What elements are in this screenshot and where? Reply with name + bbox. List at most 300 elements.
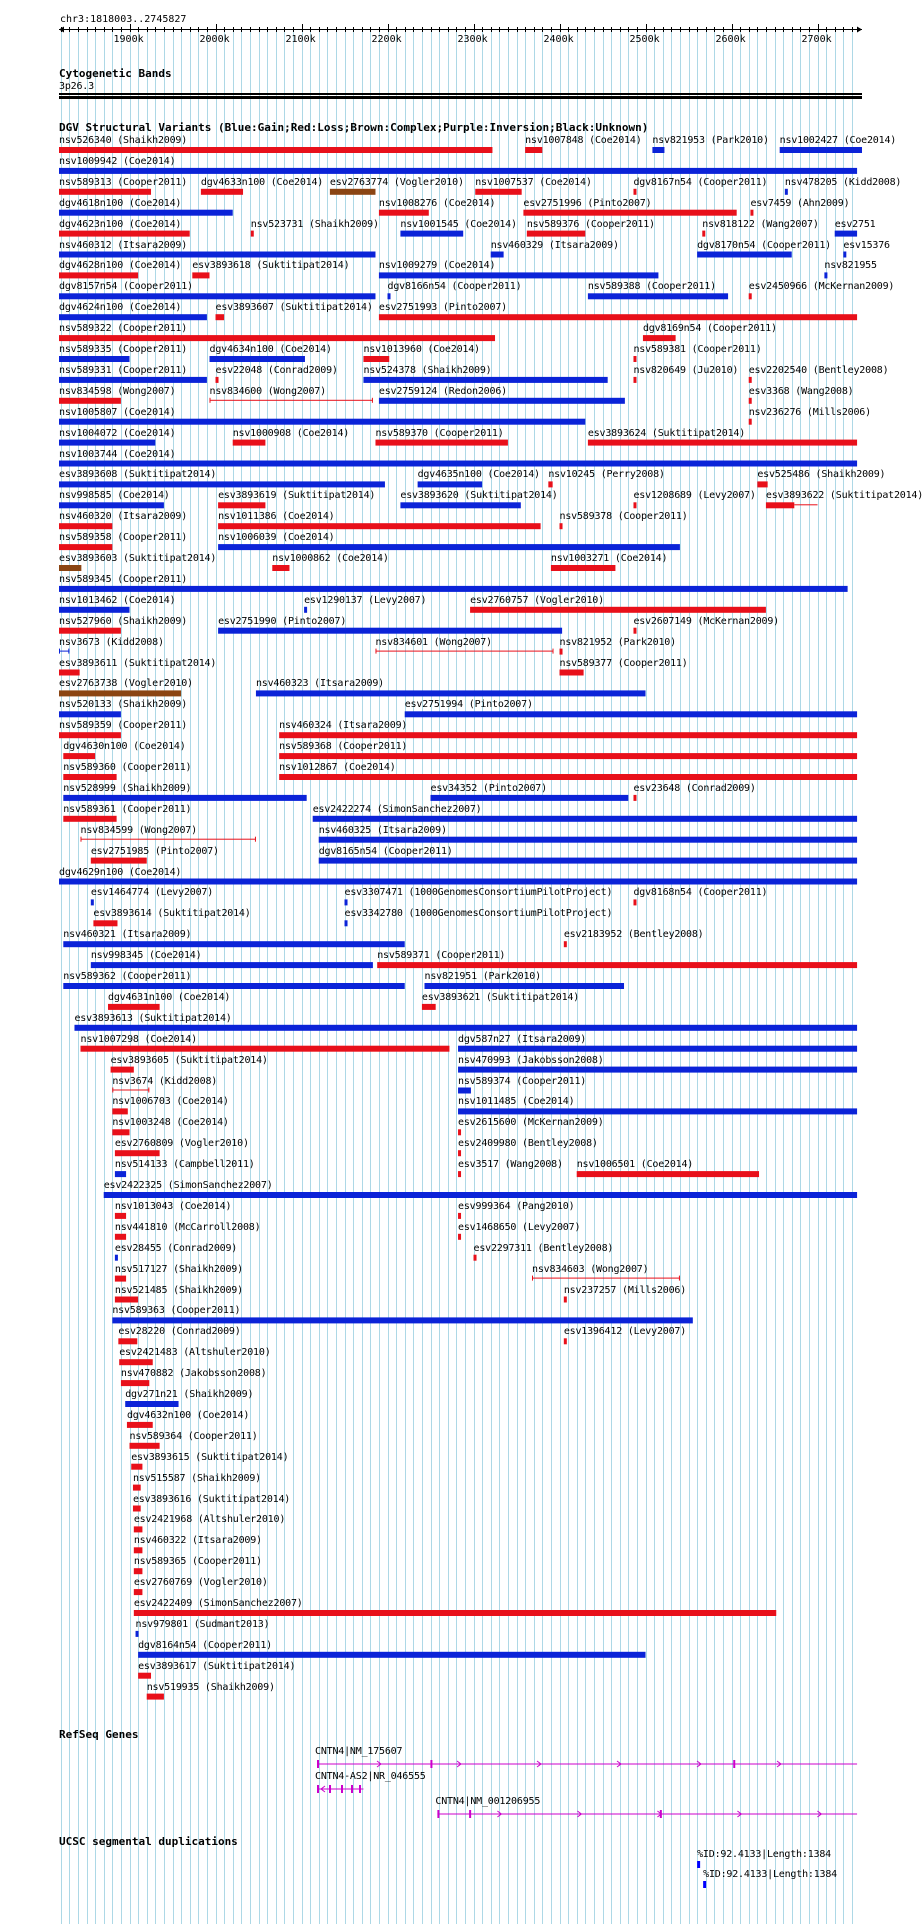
dgv-variant-bar: [59, 502, 164, 508]
dgv-variant-label: dgv8168n54 (Cooper2011): [633, 887, 768, 899]
dgv-variant-label: esv3893613 (Suktitipat2014): [74, 1012, 232, 1024]
dgv-variant-label: nsv821951 (Park2010): [424, 971, 541, 982]
dgv-variant-bar: [564, 941, 567, 947]
dgv-variant-bar: [115, 1276, 126, 1282]
dgv-variant-bar: [63, 816, 116, 822]
dgv-variant-bar: [59, 544, 112, 550]
dgv-variant-bar: [527, 231, 585, 237]
dgv-variant-bar: [400, 502, 520, 508]
dgv-variant-bar: [824, 272, 827, 278]
refseq-gene-label: CNTN4|NM_001206955: [435, 1796, 541, 1807]
dgv-variant-label: nsv1009279 (Coe2014): [378, 260, 496, 272]
dgv-variant-bar: [59, 314, 207, 320]
dgv-variant-bar: [216, 314, 225, 320]
dgv-variant-label: nsv834599 (Wong2007): [80, 824, 197, 836]
dgv-variant-bar: [633, 189, 636, 195]
dgv-variant-bar: [63, 753, 95, 759]
dgv-variant-label: dgv4635n100 (Coe2014): [417, 469, 540, 481]
dgv-variant-bar: [130, 1443, 160, 1449]
dgv-variant-bar: [458, 1088, 471, 1094]
dgv-variant-bar: [59, 419, 585, 425]
dgv-variant-bar: [633, 628, 636, 634]
dgv-variant-bar: [375, 440, 507, 446]
dgv-variant-label: nsv998345 (Coe2014): [90, 950, 202, 962]
dgv-variant-label: nsv478205 (Kidd2008): [784, 176, 902, 188]
dgv-variant-label: esv1290137 (Levy2007): [304, 594, 427, 606]
dgv-variant-bar: [564, 1297, 567, 1303]
segdup-bar: [697, 1861, 700, 1868]
ruler-tick-label: 2300k: [457, 34, 488, 45]
dgv-variant-label: nsv460312 (Itsara2009): [59, 239, 188, 251]
dgv-variant-label: esv3517 (Wang2008): [458, 1159, 563, 1171]
dgv-variant-bar: [93, 920, 117, 926]
ruler-tick-label: 2600k: [715, 34, 746, 45]
dgv-variant-label: esv1468650 (Levy2007): [458, 1221, 581, 1233]
dgv-variant-bar: [633, 377, 636, 383]
dgv-variant-label: nsv1012867 (Coe2014): [279, 762, 396, 773]
dgv-variant-label: esv525486 (Shaikh2009): [757, 469, 886, 481]
dgv-variant-label: esv2202540 (Bentley2008): [748, 364, 889, 376]
dgv-variant-label: esv3893617 (Suktitipat2014): [138, 1660, 296, 1672]
dgv-variant-label: esv2409980 (Bentley2008): [458, 1138, 598, 1150]
dgv-variant-label: esv7459 (Ahn2009): [750, 197, 850, 209]
dgv-variant-bar: [749, 419, 752, 425]
dgv-variant-label: nsv589360 (Cooper2011): [63, 762, 192, 773]
ruler-tick-label: 2400k: [543, 34, 574, 45]
dgv-variant-bar: [633, 795, 636, 801]
refseq-gene-exon: [733, 1760, 735, 1768]
dgv-variant-label: nsv589374 (Cooper2011): [458, 1075, 587, 1087]
dgv-variant-bar: [115, 1255, 118, 1261]
dgv-variant-bar: [256, 690, 646, 696]
dgv-variant-label: esv23648 (Conrad2009): [633, 782, 756, 794]
dgv-variant-label: nsv526340 (Shaikh2009): [59, 135, 188, 146]
dgv-variant-label: nsv589322 (Cooper2011): [59, 323, 188, 335]
dgv-variant-label: nsv1013960 (Coe2014): [363, 344, 480, 355]
dgv-variant-label: esv2450966 (McKernan2009): [748, 281, 895, 293]
dgv-variant-label: nsv1000862 (Coe2014): [272, 553, 389, 564]
dgv-variant-bar: [136, 1631, 139, 1637]
dgv-variant-label: nsv524378 (Shaikh2009): [363, 364, 492, 376]
dgv-variant-label: nsv979801 (Sudmant2013): [135, 1618, 270, 1630]
dgv-variant-bar: [119, 1359, 153, 1365]
dgv-variant-bar: [134, 1610, 776, 1616]
dgv-variant-end: [255, 837, 256, 842]
dgv-variant-bar: [59, 461, 857, 467]
dgv-variant-label: nsv520133 (Shaikh2009): [59, 699, 188, 711]
ruler-tick-label: 2000k: [199, 34, 230, 45]
dgv-variant-label: nsv1007537 (Coe2014): [475, 176, 592, 188]
dgv-variant-bar: [523, 210, 736, 216]
dgv-variant-bar: [115, 1171, 126, 1177]
dgv-variant-label: nsv1006039 (Coe2014): [218, 532, 335, 544]
dgv-variant-label: esv2751: [834, 218, 876, 230]
dgv-variant-bar: [551, 565, 616, 571]
dgv-variant-label: nsv528999 (Shaikh2009): [63, 782, 192, 794]
dgv-variant-label: esv2422274 (SimonSanchez2007): [312, 803, 482, 815]
dgv-variant-bar: [192, 272, 209, 278]
dgv-variant-label: nsv589359 (Cooper2011): [59, 720, 188, 732]
dgv-variant-bar: [458, 1171, 461, 1177]
dgv-variant-line: [59, 651, 69, 652]
dgv-variant-bar: [652, 147, 664, 153]
dgv-variant-label: esv3893614 (Suktitipat2014): [93, 908, 251, 920]
dgv-variant-label: esv2760757 (Vogler2010): [470, 594, 604, 606]
dgv-variant-bar: [63, 774, 116, 780]
dgv-variant-label: nsv589377 (Cooper2011): [559, 657, 688, 669]
dgv-variant-line: [112, 1090, 149, 1091]
dgv-variant-label: nsv1006703 (Coe2014): [112, 1096, 229, 1108]
dgv-variant-bar: [138, 1673, 151, 1679]
dgv-variant-bar: [588, 440, 857, 446]
dgv-variant-label: esv2763738 (Vogler2010): [59, 678, 193, 690]
dgv-variant-bar: [379, 398, 625, 404]
dgv-variant-bar: [251, 231, 254, 237]
dgv-variant-label: esv22048 (Conrad2009): [215, 364, 338, 376]
dgv-variant-bar: [59, 711, 121, 717]
dgv-variant-end: [59, 649, 60, 654]
dgv-variant-bar: [59, 607, 130, 613]
cytoband-bar: [59, 96, 862, 99]
dgv-variant-label: esv28455 (Conrad2009): [114, 1242, 238, 1254]
dgv-variant-bar: [319, 858, 857, 864]
dgv-variant-label: nsv1005807 (Coe2014): [59, 406, 176, 418]
dgv-variant-label: nsv521485 (Shaikh2009): [114, 1284, 243, 1296]
dgv-variant-label: nsv460324 (Itsara2009): [279, 720, 408, 732]
dgv-variant-bar: [458, 1067, 857, 1073]
dgv-variant-label: esv3893622 (Suktitipat2014): [765, 490, 923, 502]
dgv-variant-end: [148, 1088, 149, 1093]
dgv-variant-label: dgv4623n100 (Coe2014): [59, 218, 182, 230]
dgv-variant-bar: [112, 1108, 127, 1114]
dgv-variant-bar: [458, 1046, 857, 1052]
dgv-variant-label: esv2422325 (SimonSanchez2007): [103, 1180, 273, 1191]
dgv-variant-label: esv3893616 (Suktitipat2014): [132, 1493, 291, 1505]
region-label: chr3:1818003..2745827: [60, 14, 187, 25]
dgv-variant-bar: [59, 732, 121, 738]
dgv-variant-bar: [475, 189, 521, 195]
dgv-variant-bar: [112, 1317, 693, 1323]
dgv-variant-label: dgv4629n100 (Coe2014): [59, 866, 182, 878]
dgv-variant-bar: [59, 481, 385, 487]
dgv-variant-bar: [59, 335, 495, 341]
dgv-variant-bar: [59, 398, 121, 404]
dgv-variant-label: esv2297311 (Bentley2008): [473, 1242, 614, 1254]
dgv-variant-label: nsv514133 (Campbell2011): [114, 1159, 255, 1171]
dgv-variant-label: esv3893621 (Suktitipat2014): [421, 991, 580, 1003]
dgv-variant-bar: [115, 1234, 126, 1240]
dgv-variant-bar: [702, 231, 705, 237]
dgv-variant-bar: [697, 252, 792, 258]
dgv-variant-bar: [272, 565, 289, 571]
dgv-variant-bar: [279, 774, 857, 780]
dgv-variant-bar: [363, 356, 389, 362]
dgv-variant-bar: [319, 837, 857, 843]
dgv-variant-bar: [377, 962, 857, 968]
dgv-variant-end: [68, 649, 69, 654]
dgv-variant-bar: [118, 1338, 137, 1344]
dgv-variant-bar: [108, 1004, 160, 1010]
dgv-variant-bar: [379, 314, 857, 320]
dgv-variant-label: nsv1001545 (Coe2014): [400, 218, 517, 230]
dgv-variant-label: nsv821955: [824, 260, 877, 272]
dgv-variant-line: [794, 504, 817, 505]
dgv-variant-bar: [835, 231, 857, 237]
dgv-variant-label: nsv470882 (Jakobsson2008): [120, 1368, 267, 1380]
dgv-variant-bar: [59, 377, 207, 383]
dgv-variant-label: dgv4630n100 (Coe2014): [63, 741, 186, 753]
refseq-gene-exon: [329, 1785, 331, 1793]
dgv-variant-bar: [388, 293, 391, 299]
dgv-variant-bar: [749, 377, 752, 383]
dgv-variant-bar: [749, 293, 752, 299]
dgv-variant-label: esv2751993 (Pinto2007): [378, 302, 507, 314]
dgv-variant-bar: [458, 1213, 461, 1219]
refseq-gene-exon: [317, 1760, 319, 1768]
dgv-variant-label: nsv820649 (Ju2010): [633, 364, 739, 376]
dgv-variant-bar: [379, 210, 429, 216]
dgv-variant-label: nsv589368 (Cooper2011): [279, 741, 408, 753]
dgv-variant-bar: [59, 523, 112, 529]
dgv-variant-label: nsv589370 (Cooper2011): [375, 427, 504, 439]
dgv-variant-bar: [330, 189, 376, 195]
dgv-variant-bar: [104, 1192, 857, 1198]
dgv-variant-label: nsv1011386 (Coe2014): [218, 511, 335, 523]
dgv-variant-line: [532, 1278, 680, 1279]
dgv-variant-label: esv34352 (Pinto2007): [430, 782, 547, 794]
dgv-variant-bar: [470, 607, 766, 613]
dgv-variant-end: [532, 1276, 533, 1281]
segdup-track-title: UCSC segmental duplications: [59, 1835, 238, 1848]
dgv-variant-bar: [643, 335, 676, 341]
dgv-variant-label: nsv834603 (Wong2007): [532, 1263, 649, 1275]
dgv-variant-bar: [131, 1464, 142, 1470]
cytoband-bar: [59, 93, 862, 95]
ruler-tick-label: 2200k: [371, 34, 402, 45]
dgv-variant-label: nsv237257 (Mills2006): [563, 1284, 687, 1296]
dgv-variant-label: nsv998585 (Coe2014): [59, 490, 170, 502]
dgv-variant-label: esv3893620 (Suktitipat2014): [400, 490, 558, 502]
dgv-variant-label: esv3893603 (Suktitipat2014): [59, 553, 217, 564]
dgv-variant-label: esv28220 (Conrad2009): [118, 1326, 241, 1338]
dgv-variant-bar: [210, 356, 305, 362]
dgv-variant-bar: [201, 189, 243, 195]
dgv-variant-bar: [115, 1150, 160, 1156]
dgv-variant-end: [81, 837, 82, 842]
refseq-gene-exon: [341, 1785, 343, 1793]
dgv-variant-label: nsv834598 (Wong2007): [59, 385, 176, 397]
dgv-variant-bar: [750, 210, 753, 216]
dgv-variant-label: nsv589378 (Cooper2011): [559, 511, 688, 523]
dgv-variant-bar: [138, 1652, 645, 1658]
dgv-variant-label: nsv1013043 (Coe2014): [114, 1200, 232, 1212]
dgv-variant-label: nsv821952 (Park2010): [559, 636, 676, 648]
dgv-variant-label: nsv1013462 (Coe2014): [59, 594, 176, 606]
dgv-variant-label: esv2751996 (Pinto2007): [523, 197, 652, 209]
dgv-variant-label: nsv589331 (Cooper2011): [59, 364, 188, 376]
dgv-variant-label: nsv527960 (Shaikh2009): [59, 615, 188, 627]
dgv-variant-label: nsv1011485 (Coe2014): [458, 1096, 575, 1108]
dgv-variant-label: nsv1007848 (Coe2014): [525, 135, 642, 146]
dgv-variant-bar: [115, 1297, 138, 1303]
dgv-variant-label: nsv589381 (Cooper2011): [633, 344, 762, 355]
dgv-variant-bar: [133, 1506, 141, 1512]
dgv-variant-bar: [577, 1171, 759, 1177]
dgv-variant-label: nsv589362 (Cooper2011): [63, 971, 192, 982]
refseq-gene-exon: [351, 1785, 353, 1793]
dgv-variant-bar: [111, 1067, 134, 1073]
dgv-variant-bar: [74, 1025, 857, 1031]
dgv-variant-bar: [400, 231, 463, 237]
dgv-variant-line: [375, 651, 553, 652]
dgv-variant-bar: [91, 899, 94, 905]
dgv-variant-bar: [59, 231, 190, 237]
dgv-variant-bar: [63, 795, 306, 801]
dgv-variant-bar: [560, 670, 584, 676]
dgv-variant-bar: [491, 252, 504, 258]
dgv-variant-bar: [345, 920, 348, 926]
dgv-variant-label: esv3893611 (Suktitipat2014): [59, 657, 217, 669]
dgv-variant-label: nsv1002427 (Coe2014): [779, 135, 897, 146]
dgv-variant-bar: [304, 607, 307, 613]
dgv-variant-bar: [425, 983, 625, 989]
dgv-variant-label: dgv4631n100 (Coe2014): [108, 991, 231, 1003]
dgv-variant-label: nsv834600 (Wong2007): [209, 385, 326, 397]
dgv-variant-bar: [588, 293, 728, 299]
dgv-variant-label: dgv8167n54 (Cooper2011): [633, 176, 768, 188]
dgv-variant-bar: [134, 1568, 143, 1574]
dgv-variant-bar: [134, 1547, 143, 1553]
dgv-variant-label: nsv460320 (Itsara2009): [59, 511, 188, 523]
ruler-tick-label: 1900k: [113, 34, 144, 45]
dgv-variant-bar: [418, 481, 483, 487]
dgv-variant-bar: [91, 962, 373, 968]
dgv-variant-label: nsv834601 (Wong2007): [375, 636, 492, 648]
ruler-tick-label: 2500k: [629, 34, 660, 45]
refseq-gene-exon: [430, 1760, 432, 1768]
dgv-variant-bar: [133, 1485, 141, 1491]
dgv-variant-bar: [59, 628, 121, 634]
dgv-variant-label: nsv1003248 (Coe2014): [112, 1117, 229, 1129]
dgv-variant-label: nsv1000908 (Coe2014): [232, 427, 350, 439]
dgv-variant-bar: [279, 753, 857, 759]
dgv-variant-bar: [633, 356, 636, 362]
dgv-variant-label: esv3893607 (Suktitipat2014): [215, 302, 373, 314]
dgv-variant-bar: [59, 147, 492, 153]
dgv-variant-bar: [633, 899, 636, 905]
dgv-variant-label: esv999364 (Pang2010): [458, 1200, 575, 1212]
dgv-variant-bar: [766, 502, 794, 508]
dgv-variant-bar: [218, 628, 562, 634]
dgv-variant-bar: [525, 147, 542, 153]
refseq-gene-exon: [469, 1810, 471, 1818]
dgv-variant-bar: [843, 252, 846, 258]
dgv-variant-label: nsv460323 (Itsara2009): [255, 678, 384, 690]
dgv-variant-label: dgv587n27 (Itsara2009): [458, 1033, 587, 1045]
dgv-variant-label: nsv460329 (Itsara2009): [490, 239, 619, 251]
dgv-variant-label: nsv589363 (Cooper2011): [112, 1305, 241, 1317]
dgv-variant-bar: [458, 1234, 461, 1240]
dgv-variant-bar: [147, 1694, 164, 1700]
dgv-variant-label: nsv1009942 (Coe2014): [59, 155, 176, 167]
ruler-tick-label: 2100k: [285, 34, 316, 45]
dgv-variant-bar: [59, 586, 848, 592]
dgv-variant-label: esv2183952 (Bentley2008): [563, 929, 704, 941]
dgv-variant-label: esv3893605 (Suktitipat2014): [110, 1054, 268, 1066]
dgv-variant-label: dgv8157n54 (Cooper2011): [59, 281, 193, 293]
segdup-bar: [703, 1881, 706, 1888]
dgv-variant-bar: [458, 1108, 857, 1114]
dgv-variant-end: [372, 398, 373, 403]
segdup-label: %ID:92.4133|Length:1384: [697, 1849, 831, 1860]
dgv-variant-bar: [218, 523, 540, 529]
dgv-variant-label: nsv1004072 (Coe2014): [59, 427, 176, 439]
dgv-variant-label: esv3893608 (Suktitipat2014): [59, 469, 217, 481]
segdup-label: %ID:92.4133|Length:1384: [703, 1869, 837, 1880]
dgv-variant-bar: [59, 670, 80, 676]
dgv-variant-label: nsv589371 (Cooper2011): [377, 950, 506, 962]
dgv-variant-label: nsv589365 (Cooper2011): [133, 1556, 262, 1568]
dgv-variant-label: dgv271n21 (Shaikh2009): [125, 1389, 254, 1400]
dgv-variant-bar: [749, 398, 752, 404]
refseq-gene-label: CNTN4|NM_175607: [315, 1746, 403, 1757]
dgv-variant-label: esv3893624 (Suktitipat2014): [587, 427, 746, 439]
dgv-variant-label: nsv517127 (Shaikh2009): [114, 1263, 243, 1275]
dgv-variant-bar: [125, 1401, 178, 1407]
dgv-variant-line: [81, 839, 256, 840]
dgv-variant-label: dgv8164n54 (Cooper2011): [138, 1639, 272, 1651]
dgv-variant-bar: [560, 649, 563, 655]
dgv-variant-label: esv2607149 (McKernan2009): [633, 615, 779, 627]
dgv-variant-bar: [81, 1046, 450, 1052]
dgv-variant-label: esv15376: [843, 239, 890, 251]
dgv-variant-bar: [633, 502, 636, 508]
dgv-variant-bar: [279, 732, 857, 738]
dgv-variant-label: nsv3673 (Kidd2008): [59, 636, 164, 648]
dgv-variant-bar: [115, 1213, 126, 1219]
dgv-variant-end: [553, 649, 554, 654]
dgv-variant-label: esv3368 (Wang2008): [748, 385, 854, 397]
dgv-variant-bar: [379, 272, 659, 278]
dgv-variant-label: dgv4618n100 (Coe2014): [59, 197, 182, 209]
dgv-variant-bar: [59, 272, 138, 278]
refseq-gene-exon: [359, 1785, 361, 1793]
dgv-variant-bar: [560, 523, 563, 529]
dgv-variant-label: esv2759124 (Redon2006): [378, 385, 507, 397]
dgv-variant-label: nsv460322 (Itsara2009): [133, 1535, 262, 1547]
dgv-variant-bar: [780, 147, 862, 153]
dgv-variant-bar: [59, 293, 375, 299]
dgv-variant-label: nsv515587 (Shaikh2009): [132, 1472, 262, 1484]
dgv-variant-bar: [59, 356, 130, 362]
dgv-variant-label: nsv589361 (Cooper2011): [63, 803, 192, 815]
dgv-variant-bar: [474, 1255, 477, 1261]
dgv-variant-label: dgv4624n100 (Coe2014): [59, 302, 182, 314]
refseq-gene-exon: [437, 1810, 439, 1818]
dgv-variant-label: nsv1008276 (Coe2014): [378, 197, 496, 209]
dgv-variant-label: dgv8170n54 (Cooper2011): [697, 239, 831, 251]
dgv-variant-label: dgv8166n54 (Cooper2011): [387, 281, 522, 293]
dgv-variant-end: [375, 649, 376, 654]
dgv-variant-label: dgv4634n100 (Coe2014): [209, 344, 332, 355]
dgv-variant-label: esv2760769 (Vogler2010): [133, 1577, 268, 1589]
dgv-variant-end: [679, 1276, 680, 1281]
dgv-variant-label: nsv441810 (McCarroll2008): [114, 1221, 261, 1233]
dgv-variant-label: nsv818122 (Wang2007): [702, 218, 819, 230]
dgv-variant-label: nsv589345 (Cooper2011): [59, 573, 188, 585]
ruler-right-arrow: [857, 27, 862, 33]
dgv-variant-bar: [458, 1150, 461, 1156]
